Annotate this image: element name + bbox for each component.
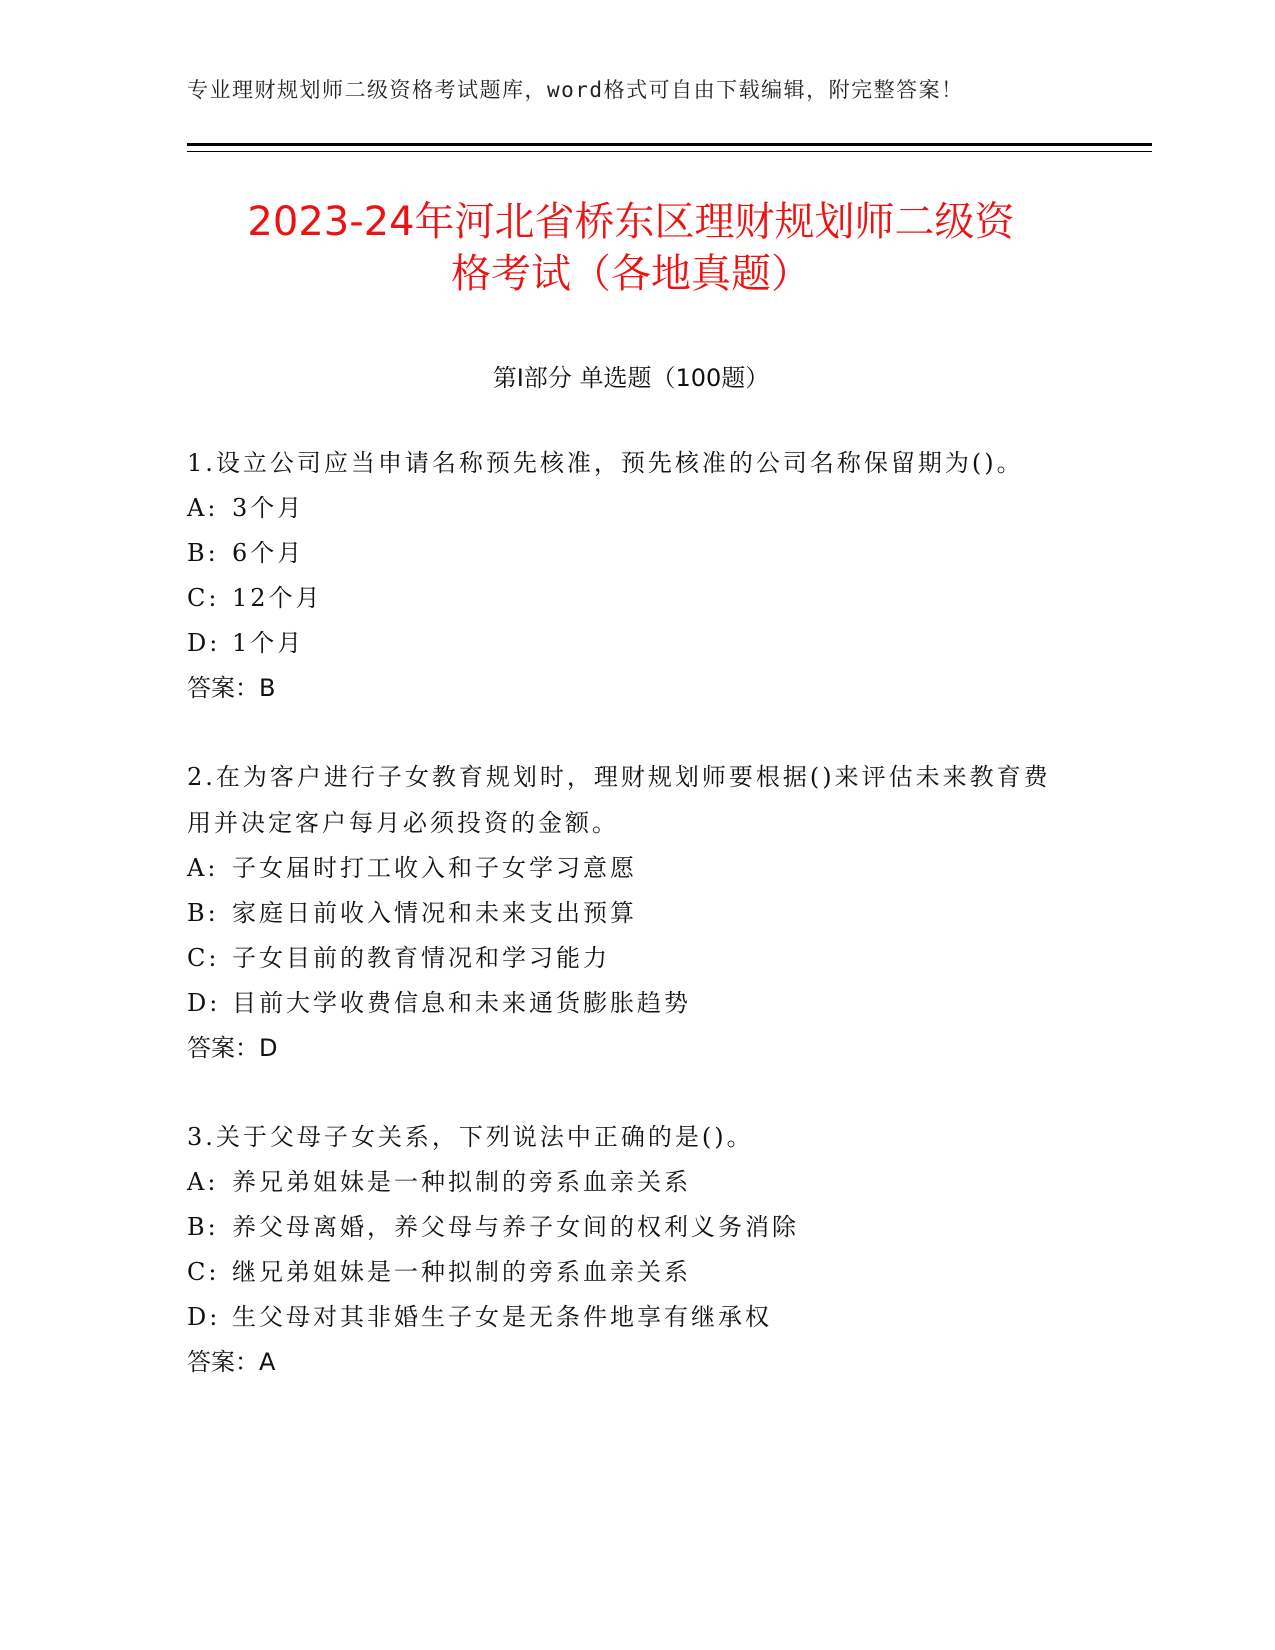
document-title-line-1: 2023-24年河北省桥东区理财规划师二级资 xyxy=(247,199,1015,245)
option-b xyxy=(187,531,1067,576)
option-text: 6个月 xyxy=(232,539,305,567)
document-title xyxy=(187,196,1075,300)
header-rule-thick xyxy=(187,143,1152,146)
option-key: D: xyxy=(187,629,221,657)
option-key: A: xyxy=(187,494,219,522)
answer-label: 答案： xyxy=(187,1348,259,1376)
option-text: 1个月 xyxy=(232,629,305,657)
answer-value: A xyxy=(259,1348,276,1376)
question-3 xyxy=(187,1114,1067,1385)
option-c xyxy=(187,576,1067,621)
option-a xyxy=(187,846,1067,891)
option-text: 12个月 xyxy=(232,584,323,612)
option-key: C: xyxy=(187,1258,220,1286)
option-key: B: xyxy=(187,899,219,927)
answer-line xyxy=(187,666,1067,711)
question-stem: 2.在为客户进行子女教育规划时，理财规划师要根据()来评估未来教育费用并决定客户每月必须投资的金额。 xyxy=(187,763,1051,837)
option-c xyxy=(187,1250,1067,1295)
page-header: 专业理财规划师二级资格考试题库，word格式可自由下载编辑，附完整答案！ xyxy=(187,78,964,102)
answer-label: 答案： xyxy=(187,1034,259,1062)
question-2 xyxy=(187,754,1067,1071)
option-b xyxy=(187,1205,1067,1250)
option-b xyxy=(187,891,1067,936)
option-key: B: xyxy=(187,539,219,567)
document-title-line-2: 格考试（各地真题） xyxy=(451,251,811,297)
option-text: 继兄弟姐妹是一种拟制的旁系血亲关系 xyxy=(232,1258,691,1286)
answer-line xyxy=(187,1026,1067,1071)
section-title: 第Ⅰ部分 单选题（100题） xyxy=(492,364,770,392)
option-d xyxy=(187,981,1067,1026)
option-key: D: xyxy=(187,989,221,1017)
question-stem: 1.设立公司应当申请名称预先核准，预先核准的公司名称保留期为()。 xyxy=(187,449,1024,477)
question-list xyxy=(187,440,1067,1428)
option-text: 子女目前的教育情况和学习能力 xyxy=(232,944,610,972)
option-text: 生父母对其非婚生子女是无条件地享有继承权 xyxy=(232,1303,772,1331)
option-text: 目前大学收费信息和未来通货膨胀趋势 xyxy=(232,989,691,1017)
option-key: C: xyxy=(187,944,220,972)
option-text: 养父母离婚，养父母与养子女间的权利义务消除 xyxy=(232,1213,799,1241)
option-text: 子女届时打工收入和子女学习意愿 xyxy=(232,854,637,882)
answer-value: D xyxy=(259,1034,278,1062)
option-d xyxy=(187,1295,1067,1340)
option-d xyxy=(187,621,1067,666)
question-1 xyxy=(187,440,1067,711)
question-stem: 3.关于父母子女关系，下列说法中正确的是()。 xyxy=(187,1123,754,1151)
option-key: A: xyxy=(187,1168,219,1196)
option-key: A: xyxy=(187,854,219,882)
answer-label: 答案： xyxy=(187,674,259,702)
option-c xyxy=(187,936,1067,981)
option-key: C: xyxy=(187,584,220,612)
option-key: D: xyxy=(187,1303,221,1331)
option-text: 家庭日前收入情况和未来支出预算 xyxy=(232,899,637,927)
answer-line xyxy=(187,1340,1067,1385)
option-text: 养兄弟姐妹是一种拟制的旁系血亲关系 xyxy=(232,1168,691,1196)
option-a xyxy=(187,1160,1067,1205)
option-key: B: xyxy=(187,1213,219,1241)
answer-value: B xyxy=(259,674,276,702)
option-a xyxy=(187,486,1067,531)
header-rule-thin xyxy=(187,151,1152,152)
option-text: 3个月 xyxy=(232,494,305,522)
